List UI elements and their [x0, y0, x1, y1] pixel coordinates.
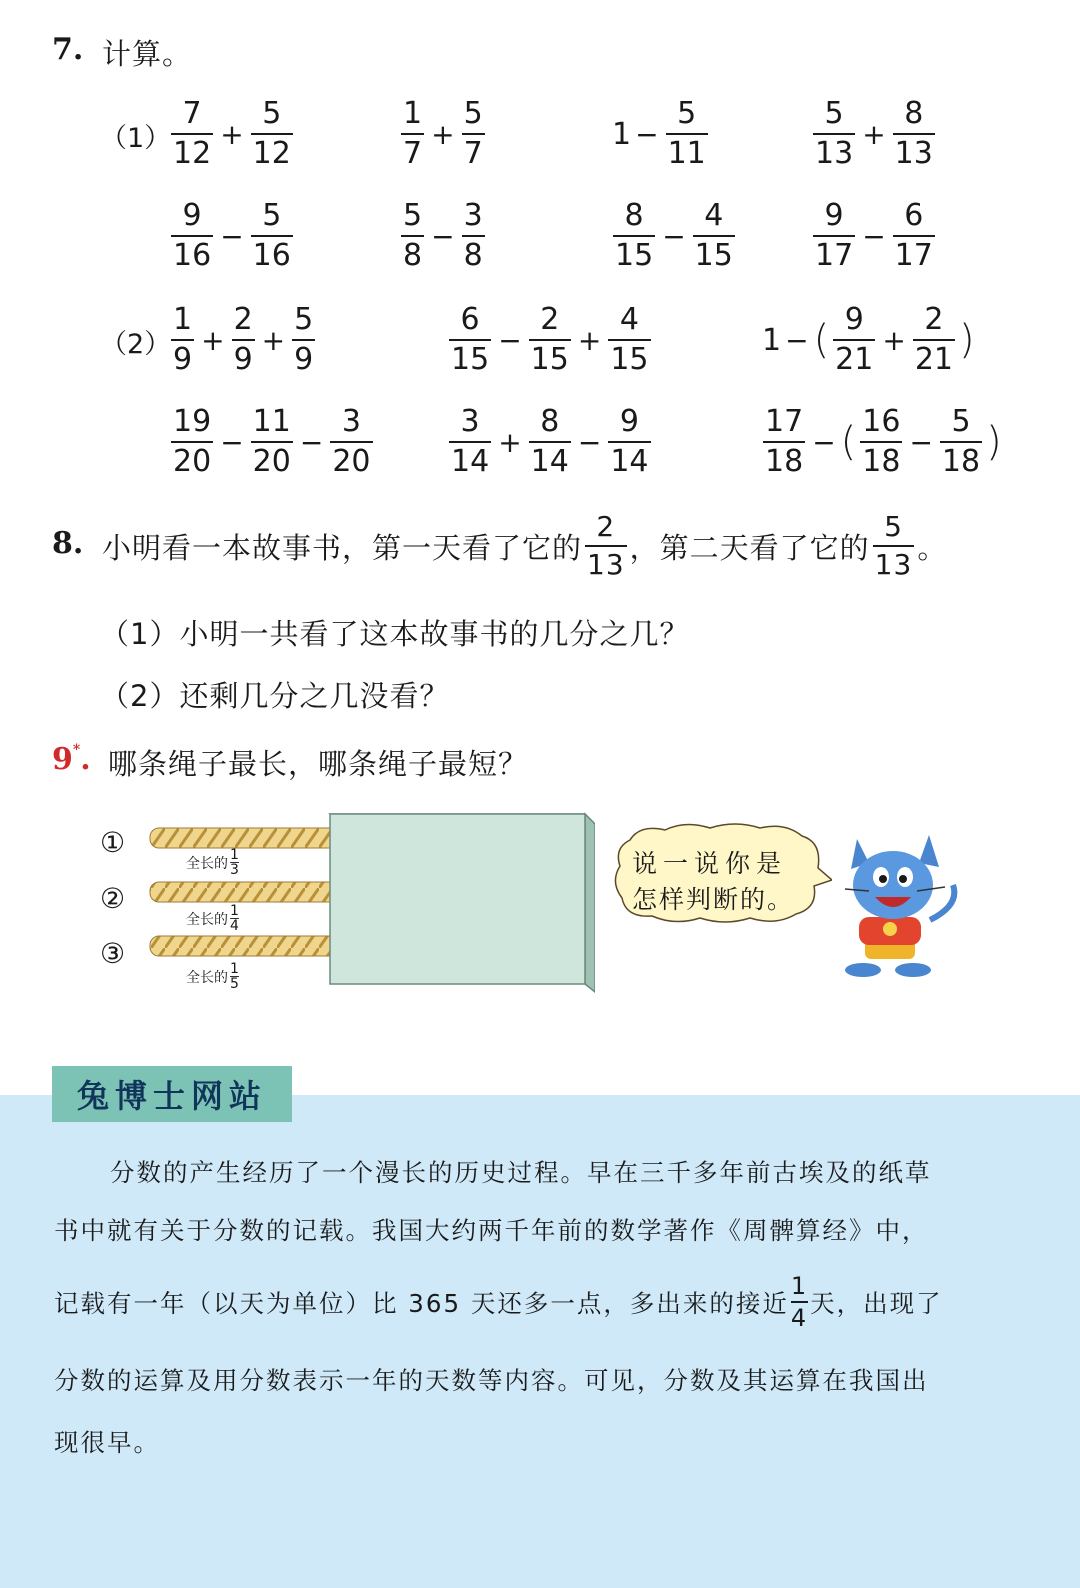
- rope-3-label: ③: [100, 937, 126, 970]
- rope-2-caption: 全长的 1 4: [186, 903, 239, 934]
- q7-r2-e1: $\frac{9}{16}$ − $\frac{5}{16}$: [173, 198, 291, 273]
- speech-bubble: [610, 820, 832, 926]
- info-banner: 兔博士网站: [52, 1066, 292, 1122]
- q7-number: 7.: [52, 32, 84, 67]
- q7-r1-e1: $\frac{7}{12}$ + $\frac{5}{12}$: [173, 96, 291, 171]
- q7-r1-e3: 1 − $\frac{5}{11}$: [612, 96, 706, 171]
- q7-r1-e4: $\frac{5}{13}$ + $\frac{8}{13}$: [815, 96, 933, 171]
- q7-r4-e3: $\frac{17}{18}$ − ( $\frac{16}{18}$ − $\frac{5}{18}$ ): [765, 404, 1002, 479]
- q7-r2-e4: $\frac{9}{17}$ − $\frac{6}{17}$: [815, 198, 933, 273]
- rope-icon: [95, 808, 595, 998]
- rope-3-caption: 全长的 1 5: [186, 961, 239, 992]
- q7-r3-e3: 1 − ( $\frac{9}{21}$ + $\frac{2}{21}$ ): [762, 302, 975, 377]
- info-line-5: 现很早。: [54, 1428, 160, 1457]
- bubble-line1: 说一说你是: [632, 849, 788, 878]
- rope-illustration: [95, 808, 595, 998]
- cat-mascot: [835, 825, 965, 980]
- cat-mascot-icon: [835, 825, 965, 980]
- q7-r3-e2: $\frac{6}{15}$ − $\frac{2}{15}$ + $\frac{4}{15}$: [451, 302, 649, 377]
- info-line-4: 分数的运算及用分数表示一年的天数等内容。可见，分数及其运算在我国出: [54, 1366, 929, 1395]
- q7-title: 计算。: [102, 37, 193, 71]
- q7-r1-e2: $\frac{1}{7}$ + $\frac{5}{7}$: [403, 96, 483, 171]
- q7-part2-label: （2）: [100, 329, 172, 360]
- q9-number: 9*.: [52, 742, 91, 777]
- q7-part1-label: （1）: [100, 123, 172, 154]
- q8-sub2: （2）还剩几分之几没看？: [100, 679, 450, 713]
- q7-r3-e1: $\frac{1}{9}$ + $\frac{2}{9}$ + $\frac{5}{9}$: [173, 302, 314, 377]
- rope-1-label: ①: [100, 826, 126, 859]
- q8-number: 8.: [52, 526, 84, 561]
- q7-r2-e2: $\frac{5}{8}$ − $\frac{3}{8}$: [403, 198, 483, 273]
- info-line-1: 分数的产生经历了一个漫长的历史过程。早在三千多年前古埃及的纸草: [110, 1158, 932, 1187]
- q7-r4-e1: $\frac{19}{20}$ − $\frac{11}{20}$ − $\frac{3}{20}$: [173, 404, 371, 479]
- rope-2-label: ②: [100, 882, 126, 915]
- info-line-3: 记载有一年（以天为单位）比 365 天还多一点，多出来的接近 1 4 天，出现了: [54, 1272, 943, 1332]
- rope-1-caption: 全长的 1 3: [186, 847, 239, 878]
- box-icon: [330, 814, 595, 992]
- info-line-2: 书中就有关于分数的记载。我国大约两千年前的数学著作《周髀算经》中，: [54, 1216, 929, 1245]
- bubble-line2: 怎样判断的。: [632, 885, 795, 914]
- q7-r4-e2: $\frac{3}{14}$ + $\frac{8}{14}$ − $\frac{9}{14}$: [451, 404, 649, 479]
- q8-text: 小明看一本故事书，第一天看了它的 $\frac{2}{13}$ ，第二天看了它的 $\frac{5}{13}$ 。: [102, 510, 948, 581]
- q8-sub1: （1）小明一共看了这本故事书的几分之几？: [100, 617, 690, 651]
- q9-text: 哪条绳子最长，哪条绳子最短？: [108, 747, 529, 781]
- q7-r2-e3: $\frac{8}{15}$ − $\frac{4}{15}$: [615, 198, 733, 273]
